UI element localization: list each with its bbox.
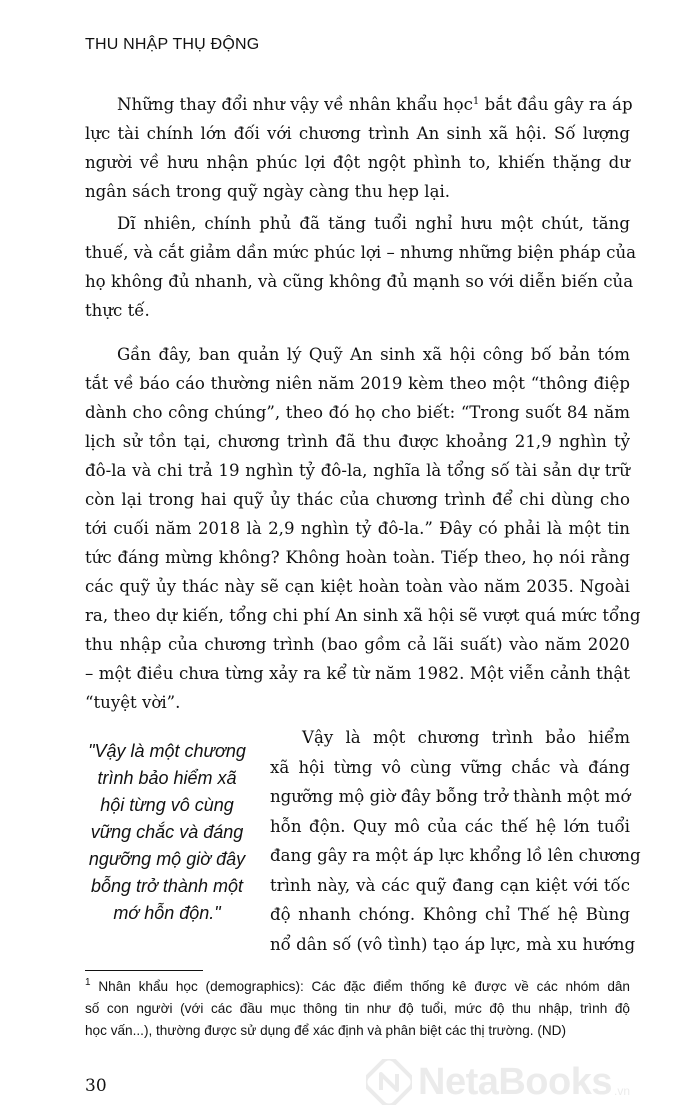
text-line: – một điều chưa từng xảy ra kể từ năm 1982. Một viễn cảnh thật (85, 664, 630, 683)
watermark-suffix: .vn (614, 1084, 631, 1098)
text-line: ngưỡng mộ giờ đây bỗng trở thành một mớ (270, 787, 631, 806)
text-line: Vậy là một chương trình bảo hiểm (302, 728, 630, 747)
footnote-ref[interactable]: 1 (472, 96, 480, 107)
pull-quote-line: trình bảo hiểm xã (97, 768, 237, 788)
text-line: Những thay đổi như vậy về nhân khẩu học$^1$ bắt đầu gây ra áp (117, 95, 633, 114)
paragraph-3 (85, 340, 641, 717)
paragraph-1 (85, 90, 633, 206)
text-line: các quỹ ủy thác này sẽ cạn kiệt hoàn toàn vào năm 2035. Ngoài (85, 577, 630, 596)
text-line: ngân sách trong quỹ ngày càng thu hẹp lại. (85, 182, 451, 201)
text-line: họ không đủ nhanh, và cũng không đủ mạnh so với diễn biến của (85, 272, 634, 291)
text-line: xã hội từng vô cùng vững chắc và đáng (270, 757, 630, 777)
text-line: lịch sử tồn tại, chương trình đã thu được khoảng 21,9 nghìn tỷ (85, 432, 630, 451)
pull-quote-line: mớ hỗn độn." (113, 903, 221, 923)
text-line: tức đáng mừng không? Không hoàn toàn. Tiếp theo, họ nói rằng (85, 548, 630, 567)
text-line: ra, theo dự kiến, tổng chi phí An sinh xã hội sẽ vượt quá mức tổng (85, 606, 641, 625)
netabooks-logo-icon (366, 1059, 412, 1105)
text-line: nổ dân số (vô tình) tạo áp lực, mà xu hướng (270, 934, 636, 954)
pull-quote (78, 738, 256, 927)
text-line: thu nhập của chương trình (bao gồm cả lãi suất) vào năm 2020 (85, 635, 630, 654)
footnote (85, 976, 630, 1042)
footnote-divider (85, 970, 203, 971)
text-line: đang gây ra một áp lực khổng lồ lên chương (270, 846, 641, 865)
text-line: thực tế. (85, 301, 150, 320)
text-line: hỗn độn. Quy mô của các thế hệ lớn tuổi (270, 816, 630, 836)
watermark-brand: NetaBooks (418, 1060, 612, 1103)
footnote-line: học vấn...), thường được sử dụng để xác định và phân biệt các thị trường. (ND) (85, 1023, 567, 1038)
text-line: còn lại trong hai quỹ ủy thác của chương trình để chi dùng cho (85, 490, 630, 509)
text-line: Dĩ nhiên, chính phủ đã tăng tuổi nghỉ hưu một chút, tăng (117, 214, 630, 233)
footnote-marker: 1 (85, 977, 91, 988)
text-line: dành cho công chúng”, theo đó họ cho biết: “Trong suốt 84 năm (85, 403, 630, 422)
text-line: tới cuối năm 2018 là 2,9 nghìn tỷ đô-la.” Đây có phải là một tin (85, 519, 630, 538)
text-line: “tuyệt vời”. (85, 693, 181, 712)
pull-quote-line: bỗng trở thành một (91, 876, 243, 896)
pull-quote-line: "Vậy là một chương (88, 741, 246, 761)
running-header: THU NHẬP THỤ ĐỘNG (85, 36, 260, 53)
text-line: lực tài chính lớn đối với chương trình An sinh xã hội. Số lượng (85, 124, 630, 143)
watermark (366, 1058, 686, 1106)
text-line: độ nhanh chóng. Không chỉ Thế hệ Bùng (270, 905, 630, 924)
text-line: đô-la và chi trả 19 nghìn tỷ đô-la, nghĩa là tổng số tài sản dự trữ (85, 461, 630, 480)
text-line: trình này, và các quỹ đang cạn kiệt với tốc (270, 875, 630, 895)
footnote-line: $^1$ Nhân khẩu học (demographics): Các đặc điểm thống kê được về các nhóm dân (85, 977, 630, 994)
pull-quote-line: hội từng vô cùng (100, 795, 234, 815)
page-number: 30 (85, 1076, 107, 1096)
paragraph-2 (85, 209, 637, 325)
paragraph-4 (270, 723, 641, 959)
text-line: Gần đây, ban quản lý Quỹ An sinh xã hội công bố bản tóm (117, 345, 630, 364)
footnote-line: số con người (với các đầu mục thông tin như độ tuổi, mức độ thu nhập, trình độ (85, 1001, 630, 1016)
text-line: người về hưu nhận phúc lợi đột ngột phình to, khiến thặng dư (85, 153, 630, 172)
pull-quote-line: ngưỡng mộ giờ đây (88, 849, 246, 869)
text-line: tắt về báo cáo thường niên năm 2019 kèm theo một “thông điệp (85, 374, 630, 393)
pull-quote-line: vững chắc và đáng (90, 822, 244, 842)
text-line: thuế, và cắt giảm dần mức phúc lợi – nhưng những biện pháp của (85, 243, 637, 262)
